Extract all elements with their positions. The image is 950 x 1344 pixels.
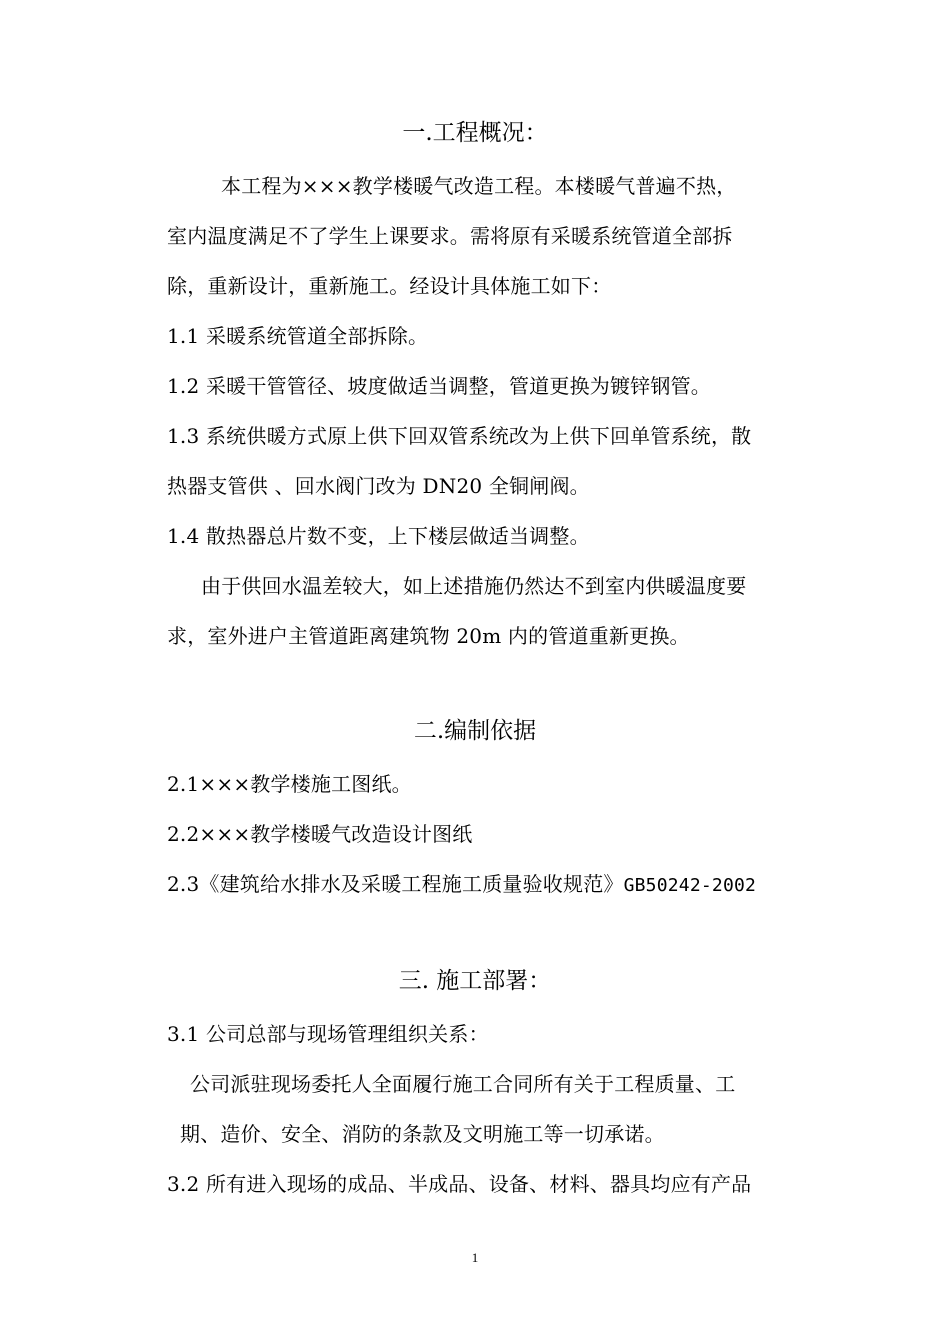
para-1-line-1: 本工程为×××教学楼暖气改造工程。本楼暖气普遍不热， — [221, 174, 737, 198]
para-1-line-2: 室内温度满足不了学生上课要求。需将原有采暖系统管道全部拆 — [167, 224, 733, 248]
section-3-heading: 三. 施工部署： — [398, 968, 552, 994]
para-2-line-1: 由于供回水温差较大，如上述措施仍然达不到室内供暖温度要 — [201, 574, 747, 598]
page-number: 1 — [471, 1250, 479, 1265]
section-2-heading: 二.编制依据 — [413, 718, 537, 744]
item-3-2: 3.2 所有进入现场的成品、半成品、设备、材料、器具均应有产品 — [167, 1172, 752, 1196]
item-1-1: 1.1 采暖系统管道全部拆除。 — [167, 324, 429, 348]
item-1-4: 1.4 散热器总片数不变，上下楼层做适当调整。 — [167, 524, 590, 548]
para-2-line-2: 求，室外进户主管道距离建筑物 20m 内的管道重新更换。 — [167, 624, 690, 648]
item-2-3-title: 2.3《建筑给水排水及采暖工程施工质量验收规范》 — [167, 872, 624, 896]
item-2-3-code: GB50242-2002 — [623, 875, 757, 896]
item-3-1: 3.1 公司总部与现场管理组织关系： — [167, 1022, 489, 1046]
item-1-3-line-1: 1.3 系统供暖方式原上供下回双管系统改为上供下回单管系统，散 — [167, 424, 752, 448]
section-1-heading: 一.工程概况： — [402, 120, 548, 146]
item-1-2: 1.2 采暖干管管径、坡度做适当调整，管道更换为镀锌钢管。 — [167, 374, 711, 398]
item-2-3 — [167, 870, 817, 900]
para-1-line-3: 除，重新设计，重新施工。经设计具体施工如下： — [167, 274, 612, 298]
item-2-2: 2.2×××教学楼暖气改造设计图纸 — [167, 822, 473, 846]
para-3-line-1: 公司派驻现场委托人全面履行施工合同所有关于工程质量、工 — [190, 1072, 736, 1096]
item-2-1: 2.1×××教学楼施工图纸。 — [167, 772, 412, 796]
para-3-line-2: 期、造价、安全、消防的条款及文明施工等一切承诺。 — [180, 1122, 665, 1146]
item-1-3-line-2: 热器支管供 、回水阀门改为 DN20 全铜闸阀。 — [167, 474, 590, 498]
